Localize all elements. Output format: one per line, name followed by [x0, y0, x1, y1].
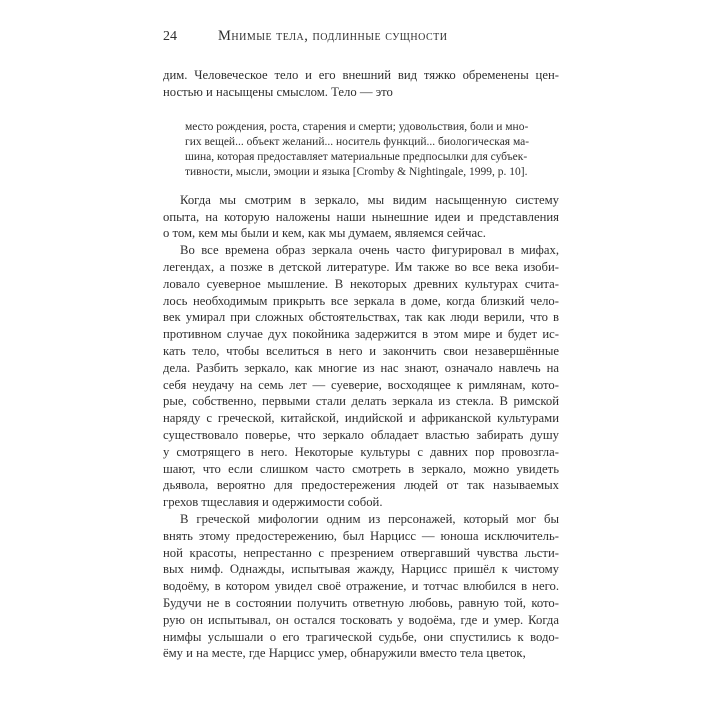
text-line: ностью и насыщены смыслом. Тело — это [163, 84, 393, 99]
text-line: водоёму, в котором увидел своё отражение, и тотчас влюбился в него. [163, 579, 559, 594]
text-line: шина, которая предоставляет материальные предпосылки для субъек- [185, 151, 528, 164]
paragraph-mirror-experience [163, 192, 559, 242]
page-header [163, 28, 559, 45]
text-line: век умирал при сложных обстоятельствах, так как люди верили, что в [163, 310, 559, 325]
text-line: внять этому предостережению, был Нарцисс — юноша исключитель- [163, 528, 559, 543]
text-line: кать тело, чтобы вселиться в него и закончить свои незавершённые [163, 343, 559, 358]
text-line: дела. Разбить зеркало, как многие из нас знают, означало навлечь на [163, 360, 559, 375]
text-line: лось необходимым прикрыть все зеркала в доме, когда близкий чело- [163, 293, 559, 308]
paragraph-narcissus-myth [163, 511, 559, 662]
text-line: противном случае дух покойника задержится в этом мире и будет ис- [163, 327, 559, 342]
text-line: гих вещей... объект желаний... носитель функций... биологическая ма- [185, 135, 530, 148]
text-line: Когда мы смотрим в зеркало, мы видим насыщенную систему [180, 192, 559, 207]
text-line: существовало поверье, что зеркало обладает властью забирать душу [163, 427, 559, 442]
text-line: легендах, а позже в детской литературе. Им также во все века изоби- [163, 259, 559, 274]
text-line: дим. Человеческое тело и его внешний вид тяжко обременены цен- [163, 68, 559, 82]
text-line: у смотрящего в него. Некоторые культуры с давних пор провозгла- [163, 444, 559, 459]
text-line: тивности, мысли, эмоции и языка [Cromby & Nightingale, 1999, p. 10]. [185, 166, 528, 179]
text-line: о том, кем мы были и кем, как мы думаем, являемся сейчас. [163, 226, 486, 241]
text-line: вых нимф. Однажды, испытывая жажду, Нарцисс пришёл к чистому [163, 562, 559, 577]
text-line: ной красоты, непрестанно с презрением отвергавший чувства льсти- [163, 545, 559, 560]
text-line: Будучи не в состоянии получить ответную любовь, равную той, кото- [163, 595, 559, 610]
text-line: наряду с греческой, китайской, индийской и африканской культурами [163, 411, 559, 426]
text-line: место рождения, роста, старения и смерти; удовольствия, боли и мно- [185, 120, 529, 133]
paragraph-mirror-superstitions [163, 242, 559, 511]
running-title: Мнимые тела, подлинные сущности [218, 28, 448, 44]
text-line: рые, собственно, первыми стали делать зеркала из стекла. В римской [163, 394, 559, 409]
text-line: нимфы услышали о его трагической судьбе, они спустились к водо- [163, 629, 559, 644]
page-body [163, 67, 559, 662]
text-line: шают, что если слишком часто смотреть в зеркало, можно увидеть [163, 461, 559, 476]
paragraph-body-continuation [163, 67, 559, 101]
text-line: Во все времена образ зеркала очень часто фигурировал в мифах, [180, 243, 559, 258]
text-line: опыта, на которую наложены наши нынешние идеи и представления [163, 209, 559, 224]
blockquote-cromby-nightingale [185, 120, 541, 181]
page-number: 24 [163, 29, 177, 44]
page-content [163, 28, 559, 662]
text-line: себя неудачу на семь лет — суеверие, восходящее к римлянам, кото- [163, 377, 559, 392]
text-line: ловало суеверное мышление. В некоторых древних культурах счита- [163, 276, 559, 291]
text-line: грехов тщеславия и одержимости собой. [163, 495, 383, 510]
text-line: ёму и на месте, где Нарцисс умер, обнаружили вместо тела цветок, [163, 646, 526, 661]
text-line: дьявола, вероятно для предостережения людей от так называемых [163, 478, 559, 493]
text-line: В греческой мифологии одним из персонажей, который мог бы [180, 511, 559, 526]
text-line: рую он испытывал, он остался тосковать у водоёма, где и умер. Когда [163, 612, 559, 627]
